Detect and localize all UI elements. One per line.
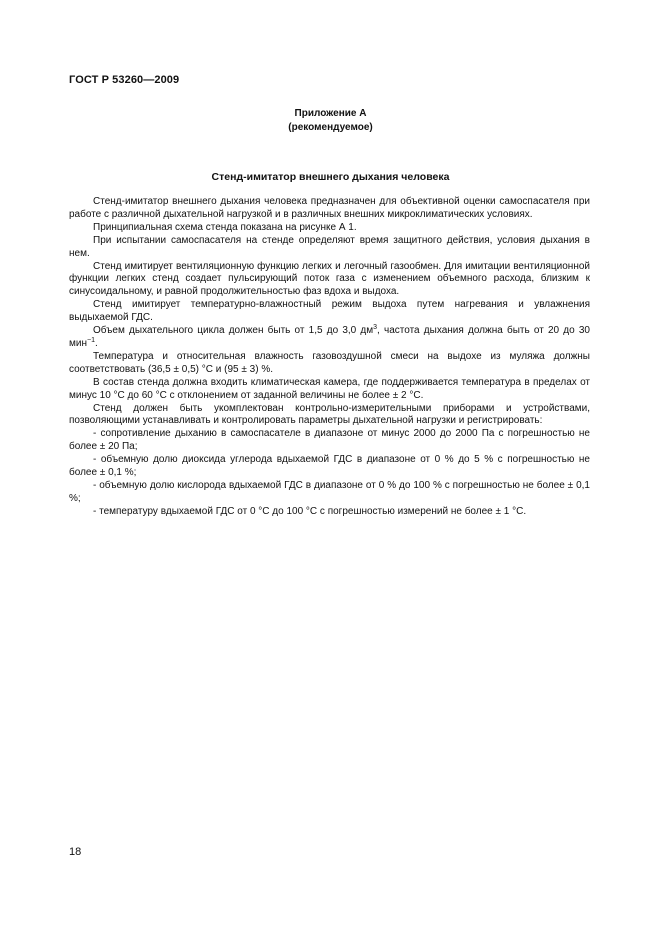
list-item: - температуру вдыхаемой ГДС от 0 °С до 100 °С с погрешностью измерений не более ± 1 °С.: [93, 505, 527, 517]
paragraph: Стенд имитирует вентиляционную функцию легких и легочный газообмен. Для имитации вентиляционной функции легких стенд создает пульсирующий поток газа с изменением объемного расхода, близким к синусоидальному, и равной продолжительностью фаз вдоха и выдоха.: [69, 260, 590, 298]
paragraph: Стенд-имитатор внешнего дыхания человека предназначен для объективной оценки самоспасателя при работе с различной дыхательной нагрузкой и в различных внешних микроклиматических условиях.: [69, 196, 590, 220]
list-item: - объемную долю диоксида углерода вдыхаемой ГДС в диапазоне от 0 % до 5 % с погрешностью не более ± 0,1 %;: [69, 454, 590, 479]
paragraph: Принципиальная схема стенда показана на рисунке А 1.: [93, 221, 357, 233]
annex-title: Приложение А: [294, 108, 367, 119]
paragraph: Стенд должен быть укомплектован контрольно-измерительными приборами и устройствами, позволяющими устанавливать и контролировать параметры дыхательной нагрузки и регистрировать:: [69, 402, 590, 427]
annex-status: (рекомендуемое): [288, 122, 373, 133]
page-number: 18: [69, 846, 82, 858]
section-title: Стенд-имитатор внешнего дыхания человека: [211, 171, 450, 183]
cycle-superscript-2: −1: [86, 336, 95, 344]
body-text: [69, 196, 590, 519]
cycle-text-3: .: [94, 337, 98, 349]
cycle-superscript-1: 3: [373, 324, 378, 332]
paragraph: В состав стенда должна входить климатическая камера, где поддерживается температура в пределах от минус 10 °С до 60 °С с отклонением от заданной величины не более ± 2 °С.: [69, 376, 590, 401]
paragraph-breathing-cycle: [69, 325, 590, 351]
document-id-header: ГОСТ Р 53260—2009: [69, 74, 180, 86]
list-item: - объемную долю кислорода вдыхаемой ГДС в диапазоне от 0 % до 100 % с погрешностью не более ± 0,1 %;: [69, 479, 590, 504]
paragraph: При испытании самоспасателя на стенде определяют время защитного действия, условия дыхания в нем.: [69, 234, 590, 259]
cycle-text-2: , частота дыхания должна быть от 20 до 30 мин: [69, 325, 590, 349]
paragraph: Стенд имитирует температурно-влажностный режим выдоха путем нагревания и увлажнения выдыхаемой ГДС.: [69, 299, 590, 324]
cycle-text-1: Объем дыхательного цикла должен быть от 1,5 до 3,0 дм: [93, 325, 374, 337]
paragraph: Температура и относительная влажность газовоздушной смеси на выдохе из муляжа должны соответствовать (36,5 ± 0,5) °С и (95 ± 3) %.: [69, 350, 590, 375]
list-item: - сопротивление дыханию в самоспасателе в диапазоне от минус 2000 до 2000 Па с погрешностью не более ± 20 Па;: [69, 428, 590, 453]
